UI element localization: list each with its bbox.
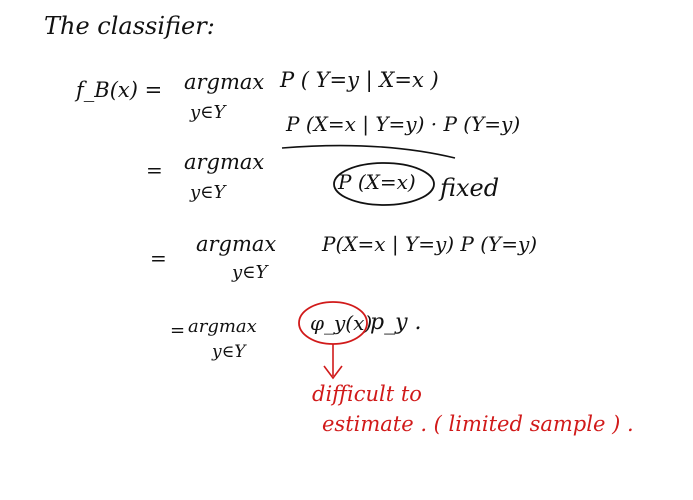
equals-3: = xyxy=(150,246,167,270)
phi-circled: φ_y(x) xyxy=(310,311,373,335)
denominator-circle xyxy=(334,163,434,205)
argmax-op-4: argmax xyxy=(188,316,257,337)
equals-2: = xyxy=(146,158,163,182)
argmax-op-2: argmax xyxy=(184,150,265,174)
heading: The classifier: xyxy=(44,12,215,40)
argmax-op-3: argmax xyxy=(196,232,277,256)
bayes-denominator: P (X=x) xyxy=(338,170,416,194)
argmax-sub-2: y∈Y xyxy=(190,182,226,203)
argmax-sub-4: y∈Y xyxy=(212,342,246,362)
p-y-term: p_y . xyxy=(370,310,422,335)
argmax-sub-3: y∈Y xyxy=(232,262,268,283)
annotation-estimate: estimate . ( limited sample ) . xyxy=(322,412,634,436)
lhs-classifier: f_B(x) = xyxy=(76,78,163,102)
posterior-expr: P ( Y=y | X=x ) xyxy=(280,68,439,92)
annotation-difficult: difficult to xyxy=(312,382,422,406)
bayes-numerator: P (X=x | Y=y) · P (Y=y) xyxy=(286,112,521,136)
argmax-op-1: argmax xyxy=(184,70,265,94)
likelihood-prior-expr: P(X=x | Y=y) P (Y=y) xyxy=(322,232,538,256)
phi-red-circle xyxy=(299,302,367,344)
fixed-note: fixed xyxy=(440,174,500,202)
argmax-sub-1: y∈Y xyxy=(190,102,226,123)
equals-4: = xyxy=(170,320,186,341)
fraction-bar xyxy=(282,146,455,158)
